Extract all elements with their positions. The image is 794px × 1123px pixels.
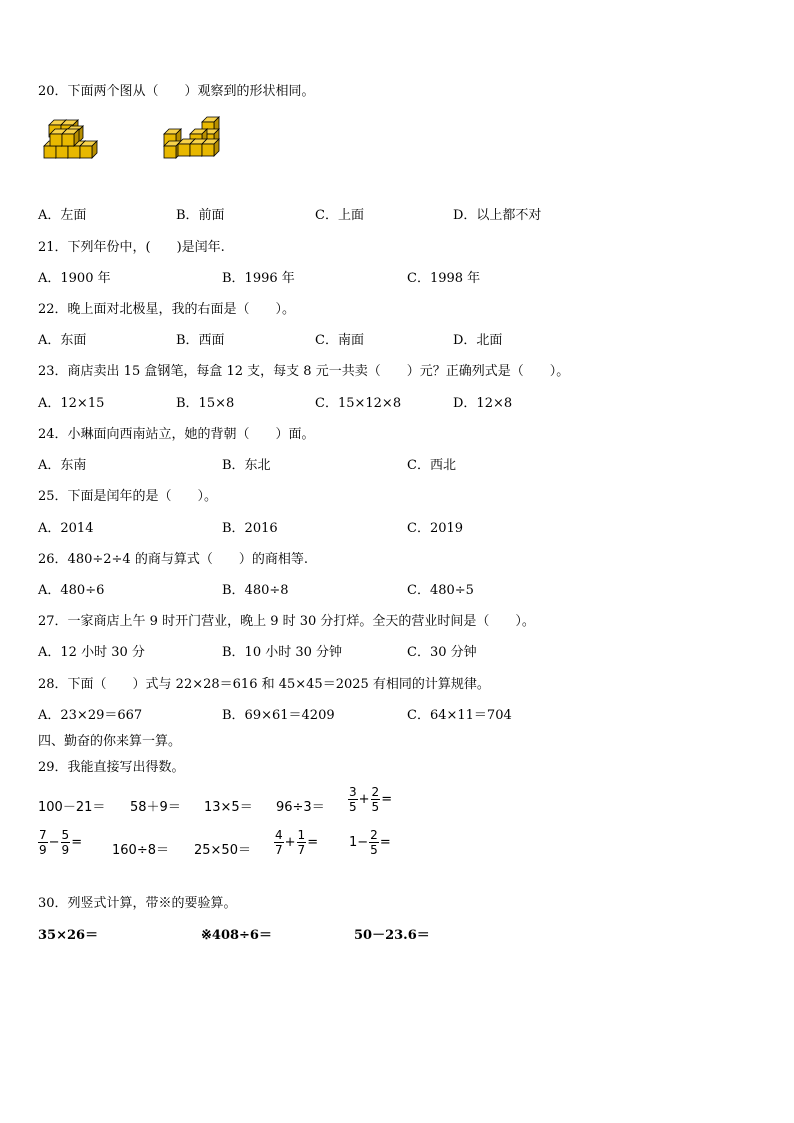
q23-stem: 23．商店卖出 15 盒钢笔，每盒 12 支，每支 8 元一共卖（ ）元？正确列式是（ ）。: [38, 364, 570, 379]
q25-option-c[interactable]: C．2019: [407, 521, 464, 536]
unit-cube: [202, 139, 219, 156]
fraction: $\frac{5}{9}$: [61, 828, 70, 857]
q29-item-1: 100－21＝: [38, 800, 106, 815]
q29-item-7: 160÷8＝: [112, 843, 169, 858]
q22-option-b[interactable]: B．西面: [176, 333, 225, 348]
q21-option-b[interactable]: B．1996 年: [222, 271, 295, 286]
q24-option-c[interactable]: C．西北: [407, 458, 456, 473]
q27-option-a[interactable]: A．12 小时 30 分: [38, 645, 145, 660]
q27-option-c[interactable]: C．30 分钟: [407, 645, 477, 660]
q23-option-c[interactable]: C．15×12×8: [315, 396, 402, 411]
cube-stack-right: [164, 117, 219, 158]
q30-item-1: 35×26＝: [38, 928, 99, 943]
q30-stem: 30．列竖式计算，带※的要验算。: [38, 896, 237, 911]
unit-cube: [62, 129, 79, 146]
cube-stack-left: [44, 120, 97, 158]
q20-option-c[interactable]: C．上面: [315, 208, 364, 223]
q20-figure-right: [162, 116, 226, 162]
section-4-title: 四、勤奋的你来算一算。: [38, 734, 182, 749]
q24-stem: 24．小琳面向西南站立，她的背朝（ ）面。: [38, 427, 315, 442]
q23-option-b[interactable]: B．15×8: [176, 396, 235, 411]
q21-option-a[interactable]: A．1900 年: [38, 271, 111, 286]
q27-option-b[interactable]: B．10 小时 30 分钟: [222, 645, 343, 660]
q23-option-a[interactable]: A．12×15: [38, 396, 105, 411]
q22-stem: 22．晚上面对北极星，我的右面是（ ）。: [38, 302, 296, 317]
fraction: $\frac{2}{5}$: [371, 785, 380, 814]
q28-stem: 28．下面（ ）式与 22×28＝616 和 45×45＝2025 有相同的计算规律。: [38, 677, 490, 692]
q29-item-10: 1− $\frac{2}{5}$ =: [349, 828, 391, 857]
fraction: $\frac{3}{5}$: [349, 785, 357, 814]
q25-stem: 25．下面是闰年的是（ ）。: [38, 489, 218, 504]
q25-option-b[interactable]: B．2016: [222, 521, 278, 536]
q29-item-4: 96÷3＝: [276, 800, 325, 815]
q20-option-b[interactable]: B．前面: [176, 208, 225, 223]
q26-option-c[interactable]: C．480÷5: [407, 583, 474, 598]
fraction: $\frac{4}{7}$: [275, 828, 283, 857]
q27-stem: 27．一家商店上午 9 时开门营业，晚上 9 时 30 分打烊。全天的营业时间是（ ）。: [38, 614, 535, 629]
q25-option-a[interactable]: A．2014: [38, 521, 94, 536]
q23-option-d[interactable]: D．12×8: [453, 396, 513, 411]
q22-option-d[interactable]: D．北面: [453, 333, 503, 348]
q21-option-c[interactable]: C．1998 年: [407, 271, 481, 286]
q24-option-b[interactable]: B．东北: [222, 458, 271, 473]
q29-item-8: 25×50＝: [194, 843, 251, 858]
q28-option-a[interactable]: A．23×29＝667: [38, 708, 143, 723]
q29-item-5: $\frac{3}{5}$ + $\frac{2}{5}$ =: [349, 785, 393, 814]
q28-option-c[interactable]: C．64×11＝704: [407, 708, 512, 723]
q24-option-a[interactable]: A．东南: [38, 458, 87, 473]
fraction: $\frac{7}{9}$: [39, 828, 47, 857]
q26-stem: 26．480÷2÷4 的商与算式（ ）的商相等.: [38, 552, 308, 567]
q20-option-d[interactable]: D．以上都不对: [453, 208, 542, 223]
q28-option-b[interactable]: B．69×61＝4209: [222, 708, 335, 723]
fraction: $\frac{1}{7}$: [297, 828, 306, 857]
q30-item-3: 50－23.6＝: [354, 928, 430, 943]
q29-item-2: 58＋9＝: [130, 800, 181, 815]
q30-item-2: ※408÷6＝: [201, 928, 272, 943]
fraction: $\frac{2}{5}$: [370, 828, 378, 857]
q21-stem: 21．下列年份中，( )是闰年.: [38, 240, 225, 255]
q26-option-b[interactable]: B．480÷8: [222, 583, 289, 598]
q29-stem: 29．我能直接写出得数。: [38, 760, 185, 775]
q29-item-6: $\frac{7}{9}$ − $\frac{5}{9}$ =: [39, 828, 83, 857]
q22-option-c[interactable]: C．南面: [315, 333, 364, 348]
q26-option-a[interactable]: A．480÷6: [38, 583, 105, 598]
q20-stem: 20．下面两个图从（ ）观察到的形状相同。: [38, 84, 315, 99]
q29-item-3: 13×5＝: [204, 800, 253, 815]
q20-figure-left: [42, 116, 102, 162]
q22-option-a[interactable]: A．东面: [38, 333, 87, 348]
q29-item-9: $\frac{4}{7}$ + $\frac{1}{7}$ =: [275, 828, 319, 857]
q20-option-a[interactable]: A．左面: [38, 208, 87, 223]
unit-cube: [80, 141, 97, 158]
